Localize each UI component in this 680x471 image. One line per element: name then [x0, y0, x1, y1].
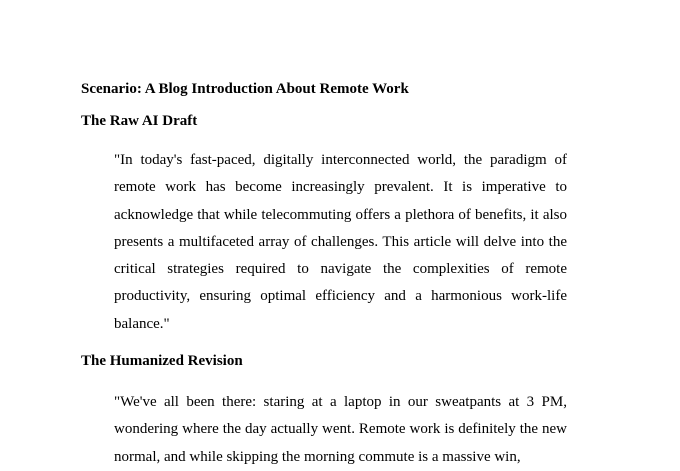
humanized-revision-quote: "We've all been there: staring at a laptop in our sweatpants at 3 PM, wondering where the day actually went. Remote work is definitely the new normal, and while skipping the morning commute is a massive win, — [114, 394, 567, 465]
humanized-revision-heading: The Humanized Revision — [81, 353, 243, 369]
scenario-heading: Scenario: A Blog Introduction About Remote Work — [81, 81, 409, 97]
raw-draft-quote: "In today's fast-paced, digitally interconnected world, the paradigm of remote work has become increasingly prevalent. It is imperative to acknowledge that while telecommuting offers a plethora of benefits, it also presents a multifaceted array of challenges. This article will delve into the critical strategies required to navigate the complexities of remote productivity, ensuring optimal efficiency and a harmonious work-life balance." — [114, 152, 567, 332]
raw-draft-heading: The Raw AI Draft — [81, 113, 198, 129]
